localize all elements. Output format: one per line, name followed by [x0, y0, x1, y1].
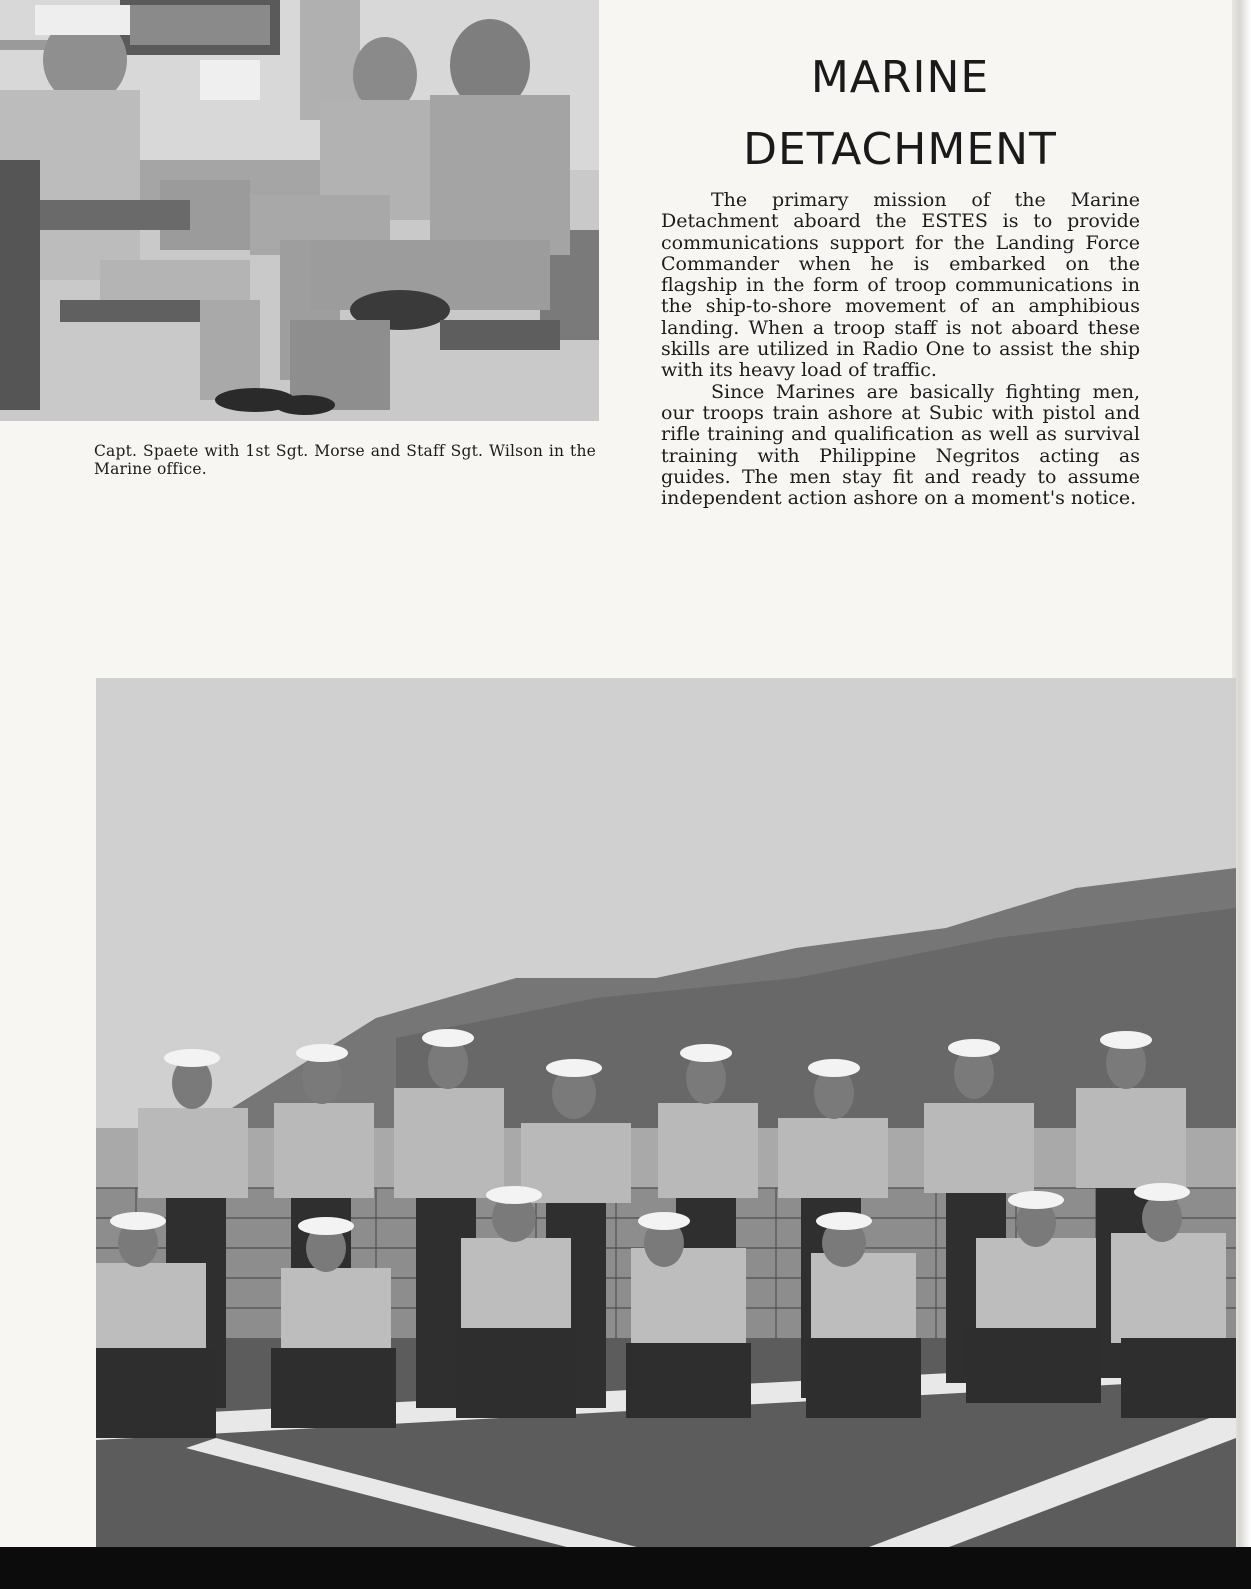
page-title-line-1: MARINE — [810, 52, 990, 103]
body-text — [661, 190, 1140, 509]
bottom-scan-band — [0, 1547, 1251, 1589]
body-paragraph: The primary mission of the Marine Detachment aboard the ESTES is to provide communications support for the Landing Force Commander when he is embarked on the flagship in the form of troop communications in the ship-to-shore movement of an amphibious landing. When a troop staff is not aboard these skills are utilized in Radio One to assist the ship with its heavy load of traffic. — [661, 189, 1140, 382]
group-photo-illustration — [96, 678, 1236, 1552]
group-photo — [96, 678, 1236, 1552]
photo-caption: Capt. Spaete with 1st Sgt. Morse and Staff Sgt. Wilson in the Marine office. — [94, 442, 596, 478]
office-photo-illustration — [0, 0, 599, 421]
office-photo — [0, 0, 599, 421]
page-title-line-2: DETACHMENT — [743, 124, 1057, 175]
body-paragraph: Since Marines are basically fighting men, our troops train ashore at Subic with pistol and rifle training and qualification as well as survival training with Philippine Negritos acting as guides. The men stay fit and ready to assume independent action ashore on a moment's notice. — [661, 380, 1140, 510]
